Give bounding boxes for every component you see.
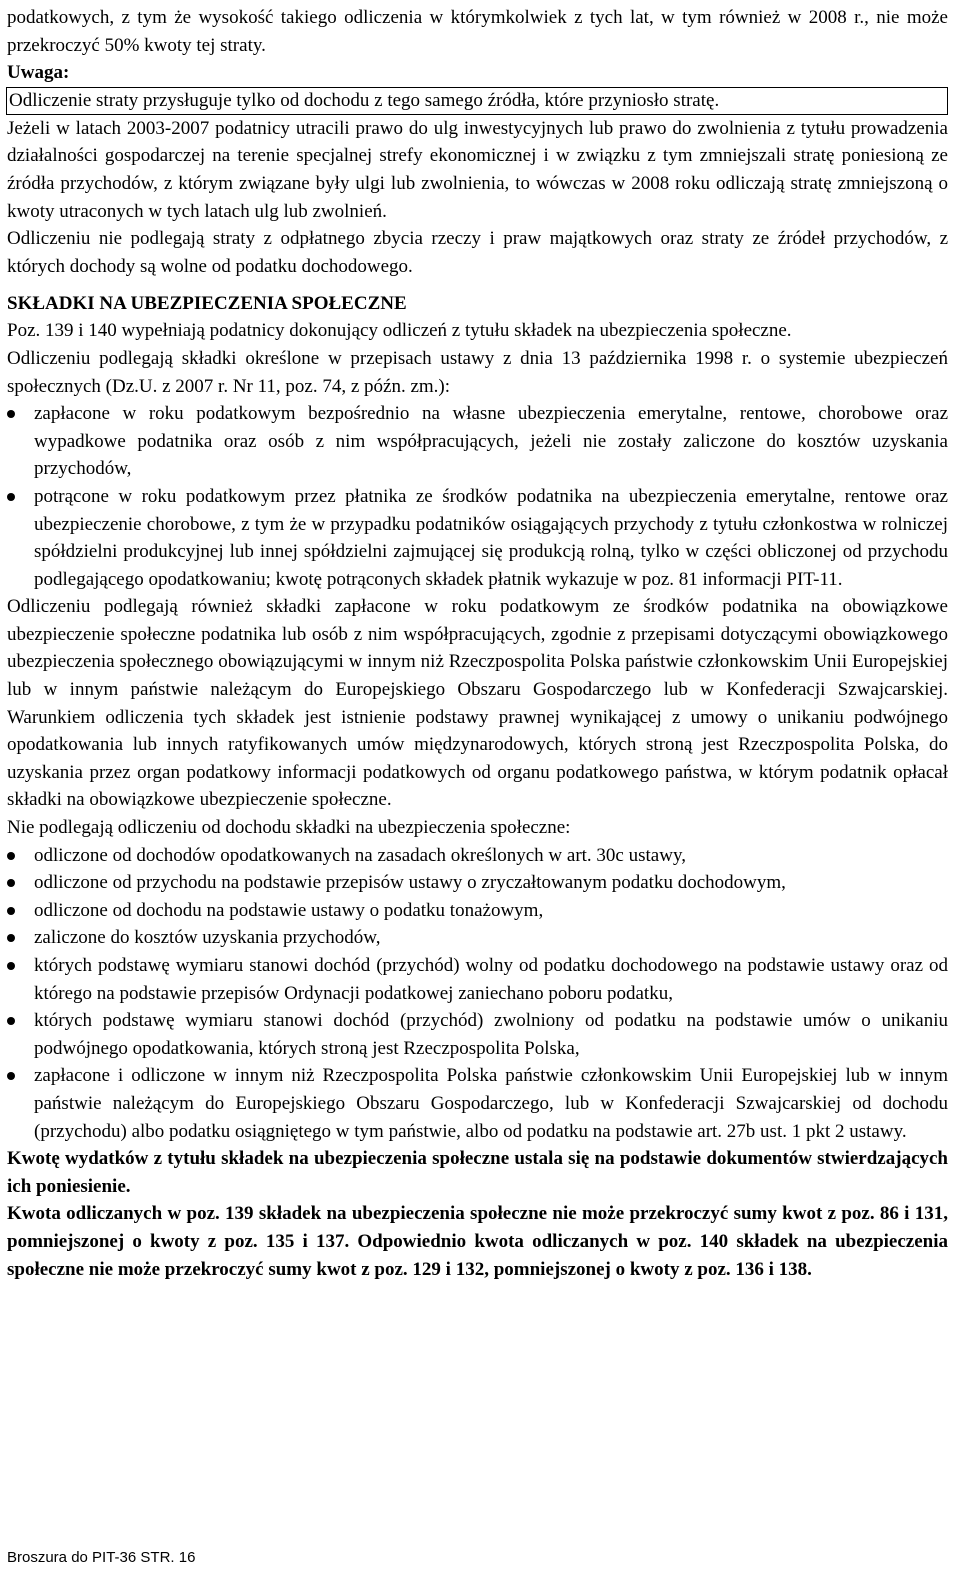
list-item — [7, 1007, 948, 1062]
list-item-text: potrącone w roku podatkowym przez płatnika ze środków podatnika na ubezpieczenia emerytalne, rentowe oraz ubezpieczenie chorobowe, z tym że w przypadku podatników osiągających przychody z tytułu członkostwa w rolniczej spółdzielni produkcyjnej lub innej spółdzielni zajmującej się produkcją rolną, tylko w części obliczonej od przychodu podlegającego opodatkowaniu; kwotę potrąconych składek płatnik wykazuje w poz. 81 informacji PIT-11. — [34, 485, 948, 590]
list-item-text: odliczone od dochodów opodatkowanych na zasadach określonych w art. 30c ustawy, — [34, 844, 686, 866]
page-footer: Broszura do PIT-36 STR. 16 — [7, 1549, 196, 1566]
list-item — [7, 842, 948, 870]
disposal-loss-paragraph: Odliczeniu nie podlegają straty z odpłatnego zbycia rzeczy i praw majątkowych oraz straty ze źródeł przychodów, z których dochody są wolne od podatku dochodowego. — [7, 228, 948, 277]
bullet-icon — [7, 934, 15, 942]
list-item-text: odliczone od przychodu na podstawie przepisów ustawy o zryczałtowanym podatku dochodowym, — [34, 872, 786, 894]
bullet-icon — [7, 879, 15, 887]
fields-paragraph: Poz. 139 i 140 wypełniają podatnicy dokonujący odliczeń z tytułu składek na ubezpieczenia społeczne. — [7, 320, 792, 342]
note-text: Odliczenie straty przysługuje tylko od dochodu z tego samego źródła, które przyniosło stratę. — [9, 89, 720, 111]
bullet-icon — [7, 1017, 15, 1025]
excluded-intro-paragraph: Nie podlegają odliczeniu od dochodu składki na ubezpieczenia społeczne: — [7, 817, 571, 839]
list-item-text: zaliczone do kosztów uzyskania przychodów, — [34, 927, 381, 949]
bullet-icon — [7, 493, 15, 501]
list-item — [7, 483, 948, 593]
list-item-text: odliczone od dochodu na podstawie ustawy o podatku tonażowym, — [34, 899, 544, 921]
excluded-contributions-list — [7, 842, 948, 1146]
section-heading: SKŁADKI NA UBEZPIECZENIA SPOŁECZNE — [7, 293, 407, 315]
list-item-text: zapłacone w roku podatkowym bezpośrednio na własne ubezpieczenia emerytalne, rentowe, chorobowe oraz wypadkowe podatnika oraz osób z nim współpracujących, jeżeli nie zostały zaliczone do kosztów uzyskania przychodów, — [34, 403, 948, 480]
list-item — [7, 869, 948, 897]
list-item — [7, 400, 948, 483]
bullet-icon — [7, 410, 15, 418]
list-item-text: zapłacone i odliczone w innym niż Rzeczpospolita Polska państwie członkowskim Unii Europejskiej lub w innym państwie należącym do Europejskiego Obszaru Gospodarczego, lub w Konfederacji Szwajcarskiej od dochodu (przychodu) albo podatku osiągniętego w tym państwie, albo od podatku na podstawie art. 27b ust. 1 pkt 2 ustawy. — [34, 1065, 948, 1142]
law-paragraph: Odliczeniu podlegają składki określone w przepisach ustawy z dnia 13 października 1998 r. o systemie ubezpieczeń społecznych (Dz.U. z 2007 r. Nr 11, poz. 74, z późn. zm.): — [7, 347, 948, 397]
note-label: Uwaga: — [7, 62, 70, 84]
loss-continuation-paragraph: podatkowych, z tym że wysokość takiego odliczenia w którymkolwiek z tych lat, w tym również w 2008 r., nie może przekroczyć 50% kwoty tej straty. — [7, 7, 948, 56]
note-box — [6, 87, 948, 115]
list-item — [7, 952, 948, 1007]
bullet-icon — [7, 852, 15, 860]
list-item-text: których podstawę wymiaru stanowi dochód (przychód) wolny od podatku dochodowego na podstawie ustawy oraz od którego na podstawie przepisów Ordynacji podatkowej zaniechano poboru podatku, — [34, 955, 948, 1004]
bullet-icon — [7, 907, 15, 915]
list-item-text: których podstawę wymiaru stanowi dochód (przychód) zwolniony od podatku na podstawie umów o unikaniu podwójnego opodatkowania, których stroną jest Rzeczpospolita Polska, — [34, 1010, 948, 1059]
relief-loss-paragraph: Jeżeli w latach 2003-2007 podatnicy utracili prawo do ulg inwestycyjnych lub prawo do zwolnienia z tytułu prowadzenia działalności gospodarczej na terenie specjalnej strefy ekonomicznej i w związku z tym zmniejszali stratę poniesioną ze źródła przychodów, z którym związane były ulgi lub zwolnienia, to wówczas w 2008 roku odliczają stratę zmniejszoną o kwoty utraconych w tych latach ulg lub zwolnień. — [7, 117, 948, 222]
bullet-icon — [7, 962, 15, 970]
list-item — [7, 897, 948, 925]
foreign-contributions-paragraph: Odliczeniu podlegają również składki zapłacone w roku podatkowym ze środków podatnika na obowiązkowe ubezpieczenie społeczne podatnika lub osób z nim współpracujących, zgodnie z przepisami dotyczącymi obowiązkowego ubezpieczenia społecznego obowiązującymi w innym niż Rzeczpospolita Polska państwie członkowskim Unii Europejskiej lub w innym państwie należącym do Europejskiego Obszaru Gospodarczego lub w Konfederacji Szwajcarskiej. Warunkiem odliczenia tych składek jest istnienie podstawy prawnej wynikającej z umowy o unikaniu podwójnego opodatkowania lub innych ratyfikowanych umów międzynarodowych, których stroną jest Rzeczpospolita Polska, do uzyskania przez organ podatkowy informacji podatkowych od organu podatkowego państwa, w którym podatnik opłacał składki na obowiązkowe ubezpieczenie społeczne. — [7, 596, 948, 811]
bullet-icon — [7, 1072, 15, 1080]
list-item — [7, 1062, 948, 1145]
limits-bold-paragraph: Kwota odliczanych w poz. 139 składek na ubezpieczenia społeczne nie może przekroczyć sumy kwot z poz. 86 i 131, pomniejszonej o kwoty z poz. 135 i 137. Odpowiednio kwota odliczanych w poz. 140 składek na ubezpieczenia społeczne nie może przekroczyć sumy kwot z poz. 129 i 132, pomniejszonej o kwoty z poz. 136 i 138. — [7, 1203, 948, 1280]
document-page — [7, 4, 948, 1283]
documents-bold-paragraph: Kwotę wydatków z tytułu składek na ubezpieczenia społeczne ustala się na podstawie dokumentów stwierdzających ich poniesienie. — [7, 1148, 948, 1197]
list-item — [7, 924, 948, 952]
deductible-contributions-list — [7, 400, 948, 593]
